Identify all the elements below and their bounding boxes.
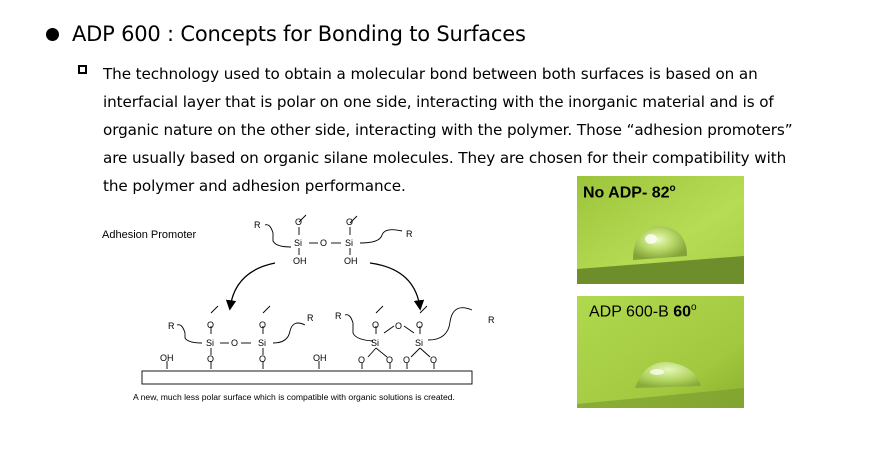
oh-label: OH (293, 256, 307, 266)
photo-no-adp (577, 176, 744, 284)
chemistry-svg (95, 205, 555, 410)
o-label: O (207, 320, 215, 330)
adhesion-promoter-label: Adhesion Promoter (102, 229, 197, 241)
slide-title: ADP 600 : Concepts for Bonding to Surfaces (72, 22, 526, 46)
o-label: O (372, 320, 380, 330)
description-paragraph: The technology used to obtain a molecular bond between both surfaces is based on an interfacial layer that is polar on one side, interacting with the inorganic material and is of organic nature on the other side, interacting with the polymer. Those “adhesion promoters” are usually based on organic silane molecules. They are chosen for their compatibility with the polymer and adhesion performance. (103, 65, 793, 195)
r-label: R (406, 229, 413, 239)
si-label: Si (345, 238, 354, 248)
left-arrow (230, 263, 275, 308)
o-label: O (259, 320, 267, 330)
r-label: R (168, 321, 175, 331)
si-label: Si (206, 338, 215, 348)
o-label: O (231, 338, 239, 348)
si-label: Si (258, 338, 267, 348)
substrate-surface (142, 371, 472, 384)
adhesion-diagram (95, 205, 555, 410)
r-label: R (254, 220, 261, 230)
o-label: O (320, 238, 328, 248)
o-label: O (259, 354, 267, 364)
o-label: O (207, 354, 215, 364)
photo-adp-600b (577, 296, 744, 408)
oh-label: OH (160, 353, 174, 363)
o-label: O (295, 217, 303, 227)
si-label: Si (294, 238, 303, 248)
o-label: O (386, 355, 394, 365)
bullet-dot-icon (46, 28, 59, 41)
o-label: O (346, 217, 354, 227)
r-label: R (335, 311, 342, 321)
o-label: O (403, 355, 411, 365)
r-label: R (307, 313, 314, 323)
title-row (46, 22, 526, 46)
o-label: O (358, 355, 366, 365)
o-label: O (416, 320, 424, 330)
no-adp-label: No ADP- 82$^o$ (583, 183, 676, 202)
right-arrow (370, 263, 420, 308)
diagram-caption: A new, much less polar surface which is compatible with organic solutions is created. (133, 392, 455, 402)
square-bullet-icon (78, 65, 87, 74)
oh-label: OH (313, 353, 327, 363)
si-label: Si (371, 338, 380, 348)
si-label: Si (415, 338, 424, 348)
oh-label: OH (344, 256, 358, 266)
r-label: R (488, 315, 495, 325)
bottom-left-molecules (167, 306, 319, 369)
o-label: O (430, 355, 438, 365)
adp-600b-label: ADP 600-B 60$^o$ (589, 302, 697, 321)
o-label: O (395, 321, 403, 331)
top-molecule (265, 215, 402, 255)
